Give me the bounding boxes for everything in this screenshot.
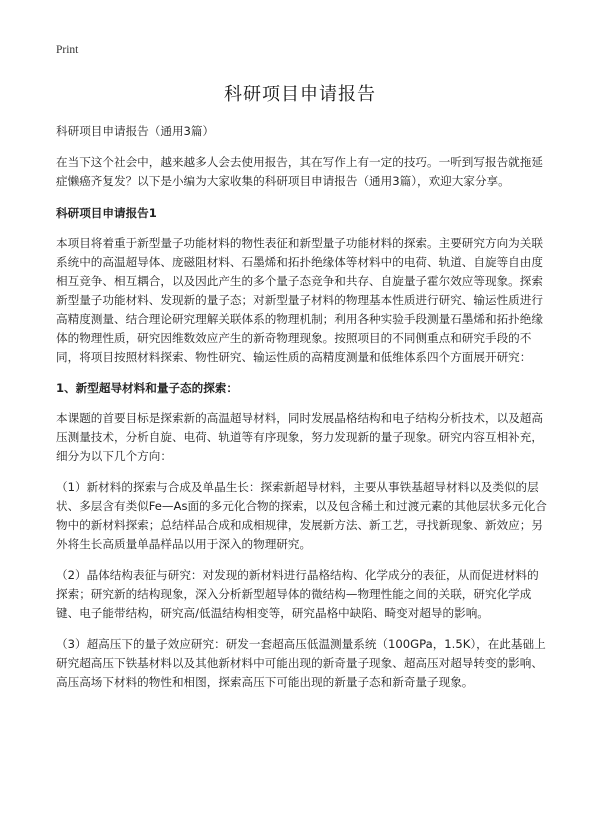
document-subtitle: 科研项目申请报告（通用3篇） (56, 124, 215, 138)
report1-heading: 科研项目申请报告1 (56, 206, 157, 220)
document-body (56, 122, 548, 704)
list-item: （2）晶体结构表征与研究：对发现的新材料进行晶格结构、化学成分的表征，从而促进材料的探索；研究新的结构现象，深入分析新型超导体的微结构—物理性能之间的关联，研究化学成键、电子能带结构，研究高/低温结构相变等，研究晶格中缺陷、畸变对超导的影响。 (56, 568, 539, 620)
intro-paragraph: 在当下这个社会中，越来越多人会去使用报告，其在写作上有一定的技巧。一听到写报告就拖延症懒癌齐复发？以下是小编为大家收集的科研项目申请报告（通用3篇），欢迎大家分享。 (56, 155, 543, 188)
report1-paragraph: 本项目将着重于新型量子功能材料的物性表征和新型量子功能材料的探索。主要研究方向为关联系统中的高温超导体、庞磁阻材料、石墨烯和拓扑绝缘体等材料中的电荷、轨道、自旋等自由度相互竞争、相互耦合，以及因此产生的多个量子态竞争和共存、自旋量子霍尔效应等现象。探索新型量子功能材料、发现新的量子态；对新型量子材料的物理基本性质进行研究、输运性质进行高精度测量、结合理论研究理解关联体系的物理机制；利用各种实验手段测量石墨烯和拓扑绝缘体的物理性质，研究因维数效应产生的新奇物理现象。按照项目的不同侧重点和研究手段的不同，将项目按照材料探索、物性研究、输运性质的高精度测量和低维体系四个方面展开研究： (56, 236, 543, 364)
part1-paragraph: 本课题的首要目标是探索新的高温超导材料，同时发展晶格结构和电子结构分析技术，以及超高压测量技术，分析自旋、电荷、轨道等有序现象，努力发现新的量子现象。研究内容互相补充，细分为以下几个方向： (56, 411, 543, 463)
list-item: （1）新材料的探索与合成及单晶生长：探索新超导材料，主要从事铁基超导材料以及类似的层状、多层含有类似Fe—As面的多元化合物的探索，以及包含稀土和过渡元素的其他层状多元化合物中的新材料探索；总结样品合成和成相规律，发展新方法、新工艺，寻找新现象、新效应；另外将生长高质量单晶样品以用于深入的物理研究。 (56, 480, 547, 551)
print-link[interactable]: Print (56, 44, 79, 56)
list-item: （3）超高压下的量子效应研究：研发一套超高压低温测量系统（100GPa，1.5K），在此基础上研究超高压下铁基材料以及其他新材料中可能出现的新奇量子现象、超高压对超导转变的影响、高压高场下材料的物性和相图，探索高压下可能出现的新量子态和新奇量子现象。 (56, 637, 546, 689)
page-title: 科研项目申请报告 (224, 84, 376, 105)
part1-heading: 1、新型超导材料和量子态的探索： (56, 381, 238, 395)
